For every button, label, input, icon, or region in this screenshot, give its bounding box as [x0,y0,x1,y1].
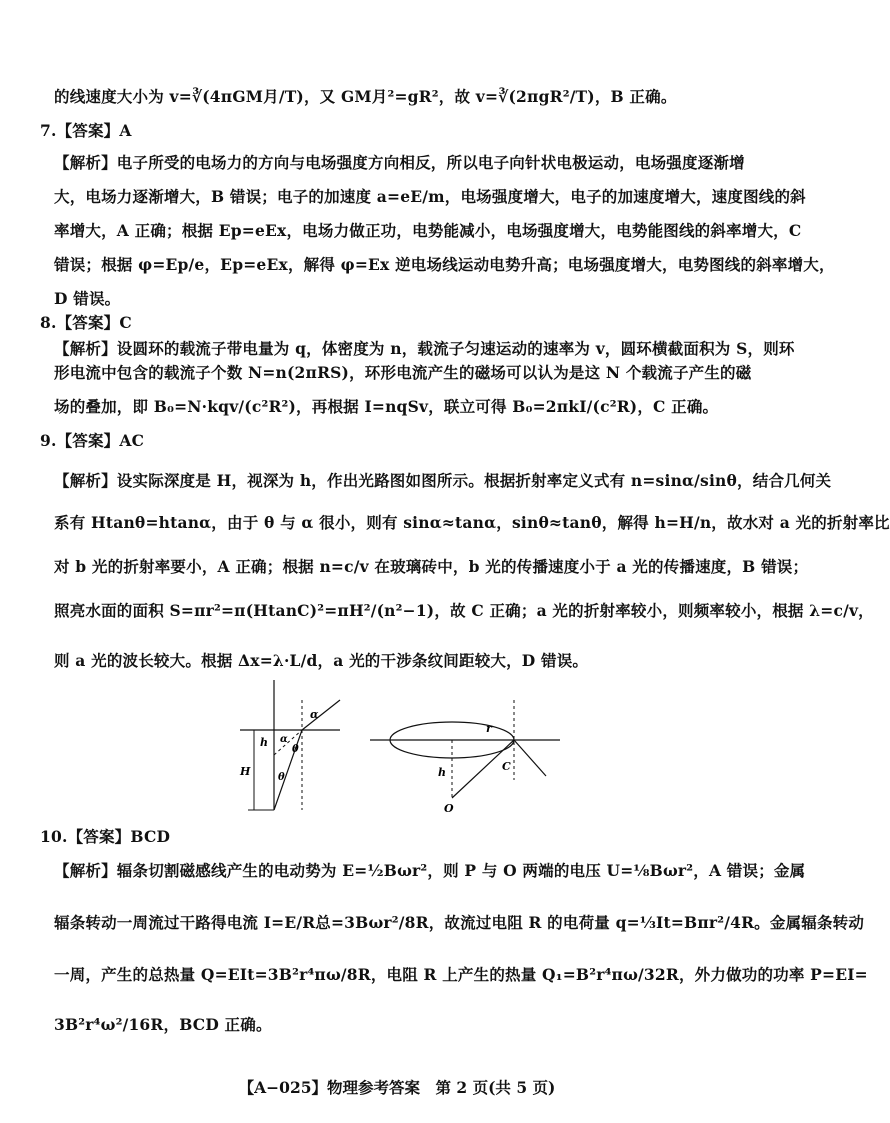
text-line-5: 率增大，A 正确；根据 Ep=eEx，电场力做正功，电势能减小，电场强度增大，电势能图线的斜率增大，C [54,221,802,240]
text-line-19: 【解析】辐条切割磁感线产生的电动势为 E=½Bωr²，则 P 与 O 两端的电压 U=⅛Bωr²，A 错误；金属 [54,861,806,880]
text-line-15: 对 b 光的折射率要小，A 正确；根据 n=c/v 在玻璃砖中，b 光的传播速度小于 a 光的传播速度，B 错误； [54,557,809,576]
text-line-7: D 错误。 [54,289,121,308]
text-line-11: 场的叠加，即 B₀=N·kqv/(c²R²)，再根据 I=nqSv，联立可得 B₀=2πkI/(c²R)，C 正确。 [54,397,719,416]
label-alpha-top: α [310,708,319,721]
optics-diagram [230,680,590,820]
label-r: r [486,722,492,735]
optics-figures [230,680,590,820]
question-10-answer: 10.【答案】BCD [40,827,171,846]
text-line-13: 【解析】设实际深度是 H，视深为 h，作出光路图如图所示。根据折射率定义式有 n=sinα/sinθ，结合几何关 [54,471,832,490]
text-line-20: 辐条转动一周流过干路得电流 I=E/R总=3Bωr²/8R，故流过电阻 R 的电荷量 q=⅓It=Bπr²/4R。金属辐条转动 [54,913,865,932]
label-alpha-mid: α [280,734,288,745]
question-8-answer: 8.【答案】C [40,313,132,332]
text-line-9: 【解析】设圆环的载流子带电量为 q，体密度为 n，载流子匀速运动的速率为 v，圆环横截面积为 S，则环 [54,339,795,358]
text-line-4: 大，电场力逐渐增大，B 错误；电子的加速度 a=eE/m，电场强度增大，电子的加速度增大，速度图线的斜 [54,187,806,206]
question-9-answer: 9.【答案】AC [40,431,145,450]
label-C: C [502,760,511,773]
label-O: O [444,802,454,815]
text-line-3: 【解析】电子所受的电场力的方向与电场强度方向相反，所以电子向针状电极运动，电场强度逐渐增 [54,153,745,172]
question-7-answer: 7.【答案】A [40,121,132,140]
text-line-16: 照亮水面的面积 S=πr²=π(HtanC)²=πH²/(n²−1)，故 C 正确；a 光的折射率较小，则频率较小，根据 λ=c/v， [54,601,874,620]
text-line-10: 形电流中包含的载流子个数 N=n(2πRS)，环形电流产生的磁场可以认为是这 N 个载流子产生的磁 [54,363,752,382]
text-line-1: 的线速度大小为 v=∛(4πGM月/T)，又 GM月²=gR²，故 v=∛(2πgR²/T)，B 正确。 [54,87,677,106]
page-footer: 【A−025】物理参考答案 第 2 页(共 5 页) [238,1078,556,1097]
text-line-21: 一周，产生的总热量 Q=EIt=3B²r⁴πω/8R，电阻 R 上产生的热量 Q₁=B²r⁴πω/32R，外力做功的功率 P=EI= [54,965,868,984]
label-h2: h [438,766,446,779]
label-theta-mid: θ [292,744,299,755]
label-theta-low: θ [278,772,285,783]
text-line-6: 错误；根据 φ=Ep/e，Ep=eEx，解得 φ=Ex 逆电场线运动电势升高；电场强度增大，电势图线的斜率增大， [54,255,835,274]
text-line-17: 则 a 光的波长较大。根据 Δx=λ·L/d，a 光的干涉条纹间距较大，D 错误。 [54,651,589,670]
text-line-22: 3B²r⁴ω²/16R，BCD 正确。 [54,1015,272,1034]
label-h: h [260,736,268,749]
label-H: H [240,765,251,778]
text-line-14: 系有 Htanθ=htanα，由于 θ 与 α 很小，则有 sinα≈tanα，sinθ≈tanθ，解得 h=H/n，故水对 a 光的折射率比 [54,513,890,532]
